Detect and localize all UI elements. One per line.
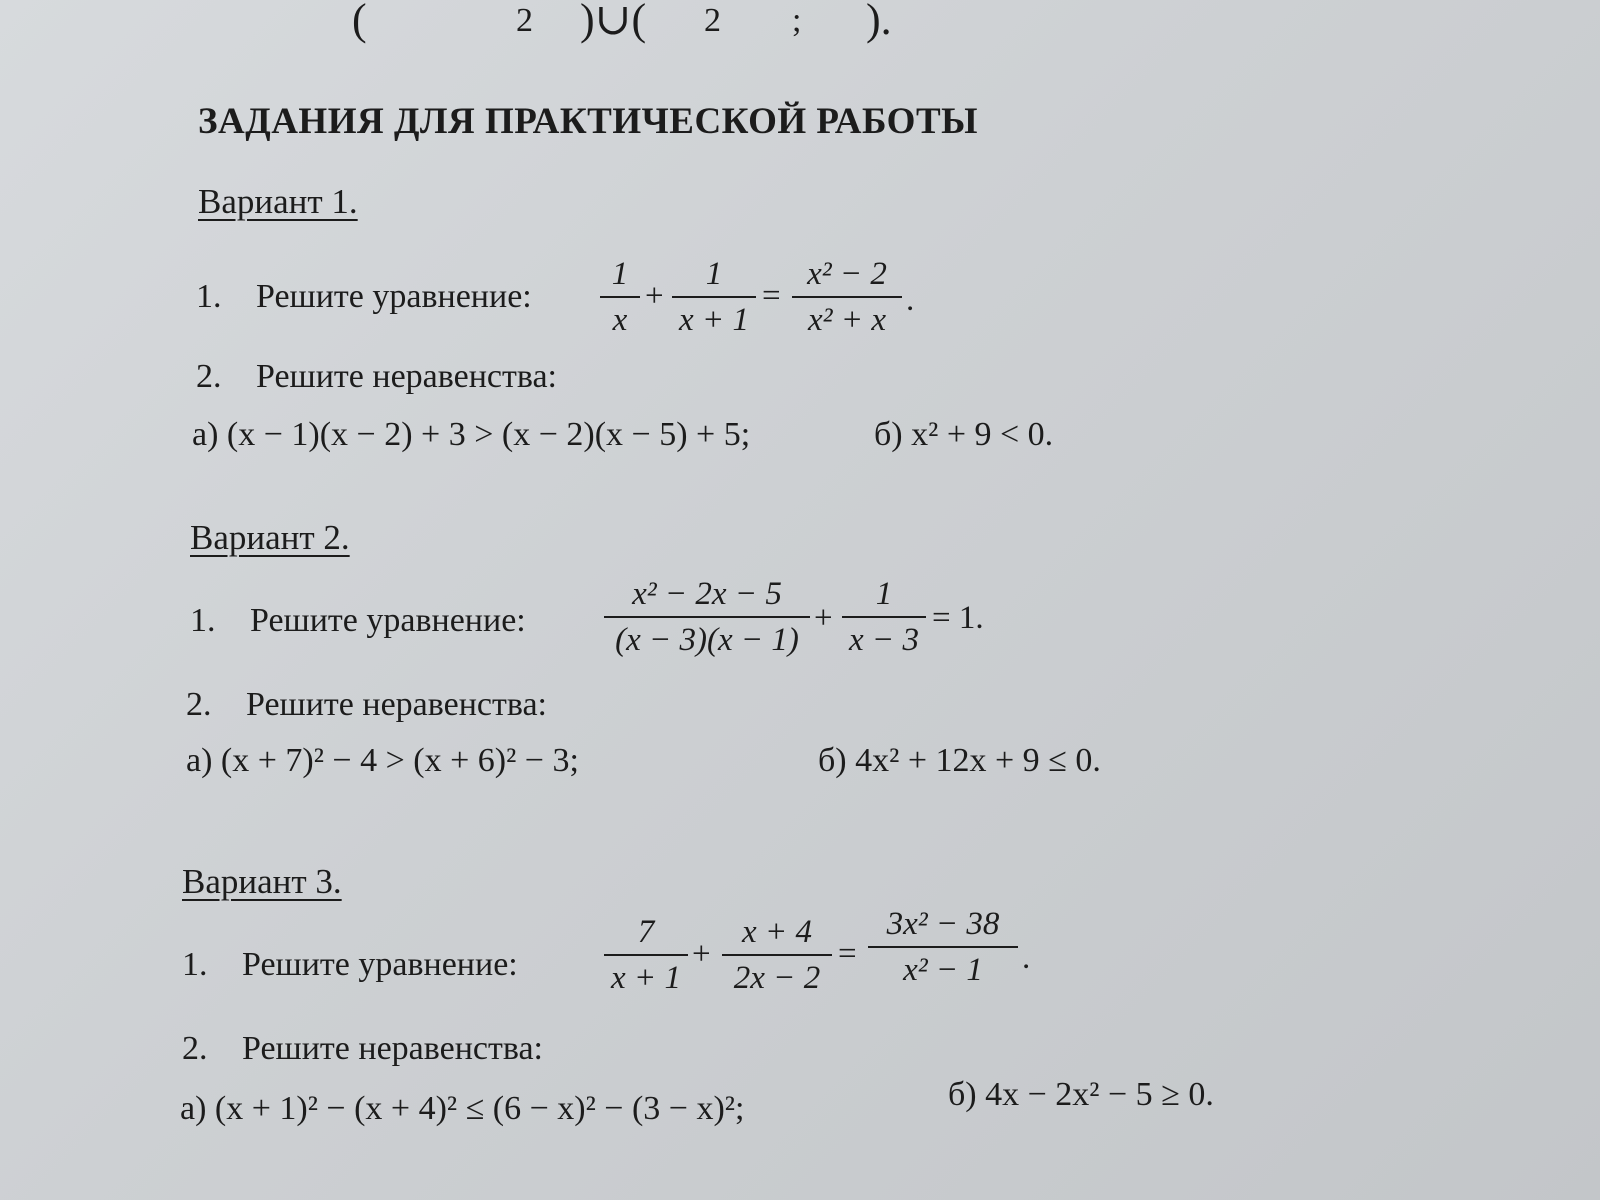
period: . [906, 282, 915, 318]
denominator: (x − 3)(x − 1) [604, 616, 810, 660]
v3-inequality-a: а) (x + 1)² − (x + 4)² ≤ (6 − x)² − (3 − x)²; [180, 1090, 745, 1127]
equals-sign: = [762, 278, 781, 314]
v2-inequality-b: б) 4x² + 12x + 9 ≤ 0. [818, 742, 1101, 779]
numerator: x² − 2 [807, 256, 887, 292]
numerator: 3x² − 38 [886, 906, 1000, 942]
top-paren-right: ). [866, 0, 892, 44]
top-number-a: 2 [516, 2, 533, 39]
variant-3-task-2 [182, 1030, 543, 1068]
denominator: x + 1 [604, 954, 688, 998]
task-number: 1. [196, 278, 222, 315]
v3-inequality-b: б) 4x − 2x² − 5 ≥ 0. [948, 1076, 1214, 1113]
denominator: x − 3 [842, 616, 926, 660]
task-text: Решите неравенства: [256, 358, 557, 395]
denominator: 2x − 2 [722, 954, 832, 998]
equals-sign: = [838, 936, 857, 972]
denominator: x² − 1 [868, 946, 1018, 990]
task-number: 2. [186, 686, 212, 723]
plus-sign: + [814, 600, 833, 636]
top-semicolon: ; [792, 2, 802, 39]
task-text: Решите неравенства: [246, 686, 547, 723]
v1-fraction-3 [792, 254, 902, 340]
task-text: Решите неравенства: [242, 1030, 543, 1067]
v2-fraction-1 [604, 574, 810, 660]
page-heading: ЗАДАНИЯ ДЛЯ ПРАКТИЧЕСКОЙ РАБОТЫ [198, 101, 978, 142]
task-text: Решите уравнение: [250, 602, 526, 639]
period: . [1022, 940, 1031, 976]
equals-one: = 1. [932, 600, 984, 636]
variant-2-task-1 [190, 602, 526, 640]
numerator: 1 [611, 256, 629, 292]
denominator: x² + x [792, 296, 902, 340]
v2-inequality-a: а) (x + 7)² − 4 > (x + 6)² − 3; [186, 742, 579, 779]
denominator: x [600, 296, 640, 340]
top-paren-left: ( [352, 0, 367, 44]
variant-3-task-1 [182, 946, 518, 984]
v1-inequality-a: а) (x − 1)(x − 2) + 3 > (x − 2)(x − 5) + 5; [192, 416, 751, 453]
denominator: x + 1 [672, 296, 756, 340]
variant-1-task-1 [196, 278, 532, 316]
numerator: 7 [637, 914, 655, 950]
numerator: 1 [875, 576, 893, 612]
task-number: 2. [182, 1030, 208, 1067]
v1-fraction-1 [600, 254, 640, 340]
plus-sign: + [692, 936, 711, 972]
plus-sign: + [645, 278, 664, 314]
v2-fraction-2 [842, 574, 926, 660]
v1-inequality-b: б) x² + 9 < 0. [874, 416, 1054, 453]
variant-1-task-2 [196, 358, 557, 396]
top-number-b: 2 [704, 2, 721, 39]
v3-fraction-3 [868, 904, 1018, 990]
numerator: x² − 2x − 5 [632, 576, 782, 612]
numerator: 1 [705, 256, 723, 292]
task-text: Решите уравнение: [242, 946, 518, 983]
variant-2-title: Вариант 2. [190, 518, 350, 557]
task-text: Решите уравнение: [256, 278, 532, 315]
variant-3-title: Вариант 3. [182, 862, 342, 901]
task-number: 2. [196, 358, 222, 395]
top-union: )∪( [580, 0, 647, 44]
v3-fraction-1 [604, 912, 688, 998]
v3-fraction-2 [722, 912, 832, 998]
v1-fraction-2 [672, 254, 756, 340]
variant-1-title: Вариант 1. [198, 182, 358, 221]
variant-2-task-2 [186, 686, 547, 724]
numerator: x + 4 [742, 914, 812, 950]
task-number: 1. [182, 946, 208, 983]
task-number: 1. [190, 602, 216, 639]
